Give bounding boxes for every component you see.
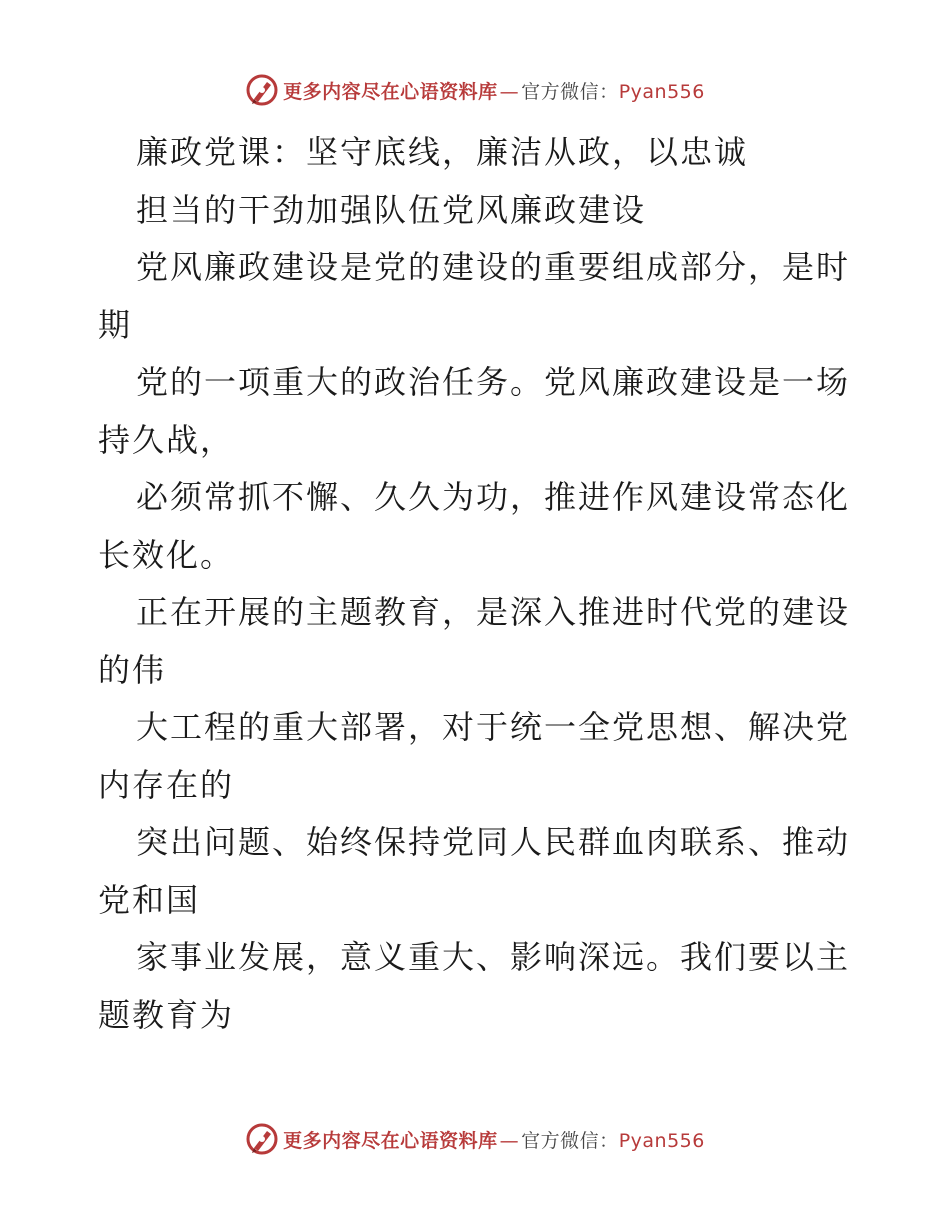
text-line: 大工程的重大部署，对于统一全党思想、解决党 [136,708,851,746]
text-line: 党的一项重大的政治任务。党风廉政建设是一场 [136,363,851,401]
banner-text [283,1126,705,1153]
banner-library-text: 更多内容尽在心语资料库 [283,80,498,103]
document-body [98,124,858,1044]
text-line: 题教育为 [98,995,235,1034]
text-line: 家事业发展，意义重大、影响深远。我们要以主 [136,938,851,976]
banner-dash: — [499,80,520,103]
banner-wechat-label: 官方微信： [521,80,619,103]
header-banner [0,70,950,110]
banner-text [283,77,705,104]
banner-library-text: 更多内容尽在心语资料库 [283,1129,498,1152]
text-line: 正在开展的主题教育，是深入推进时代党的建设 [136,593,851,631]
text-line: 内存在的 [98,765,235,804]
pen-circle-logo-icon [245,1122,279,1156]
footer-banner [0,1119,950,1159]
text-line: 期 [98,305,133,344]
text-line: 必须常抓不懈、久久为功，推进作风建设常态化 [136,478,851,516]
text-line: 党风廉政建设是党的建设的重要组成部分，是时 [136,248,851,286]
text-line: 廉政党课：坚守底线，廉洁从政，以忠诚 [136,133,749,171]
banner-wechat-id: Pyan556 [618,1129,705,1152]
text-line: 持久战， [98,420,235,459]
text-line: 突出问题、始终保持党同人民群血肉联系、推动 [136,823,851,861]
pen-circle-logo-icon [245,73,279,107]
banner-wechat-id: Pyan556 [618,80,705,103]
text-line: 担当的干劲加强队伍党风廉政建设 [136,190,647,229]
banner-wechat-label: 官方微信： [521,1129,619,1152]
text-line: 党和国 [98,880,201,919]
banner-dash: — [499,1129,520,1152]
text-line: 的伟 [98,650,167,689]
text-line: 长效化。 [98,535,235,574]
